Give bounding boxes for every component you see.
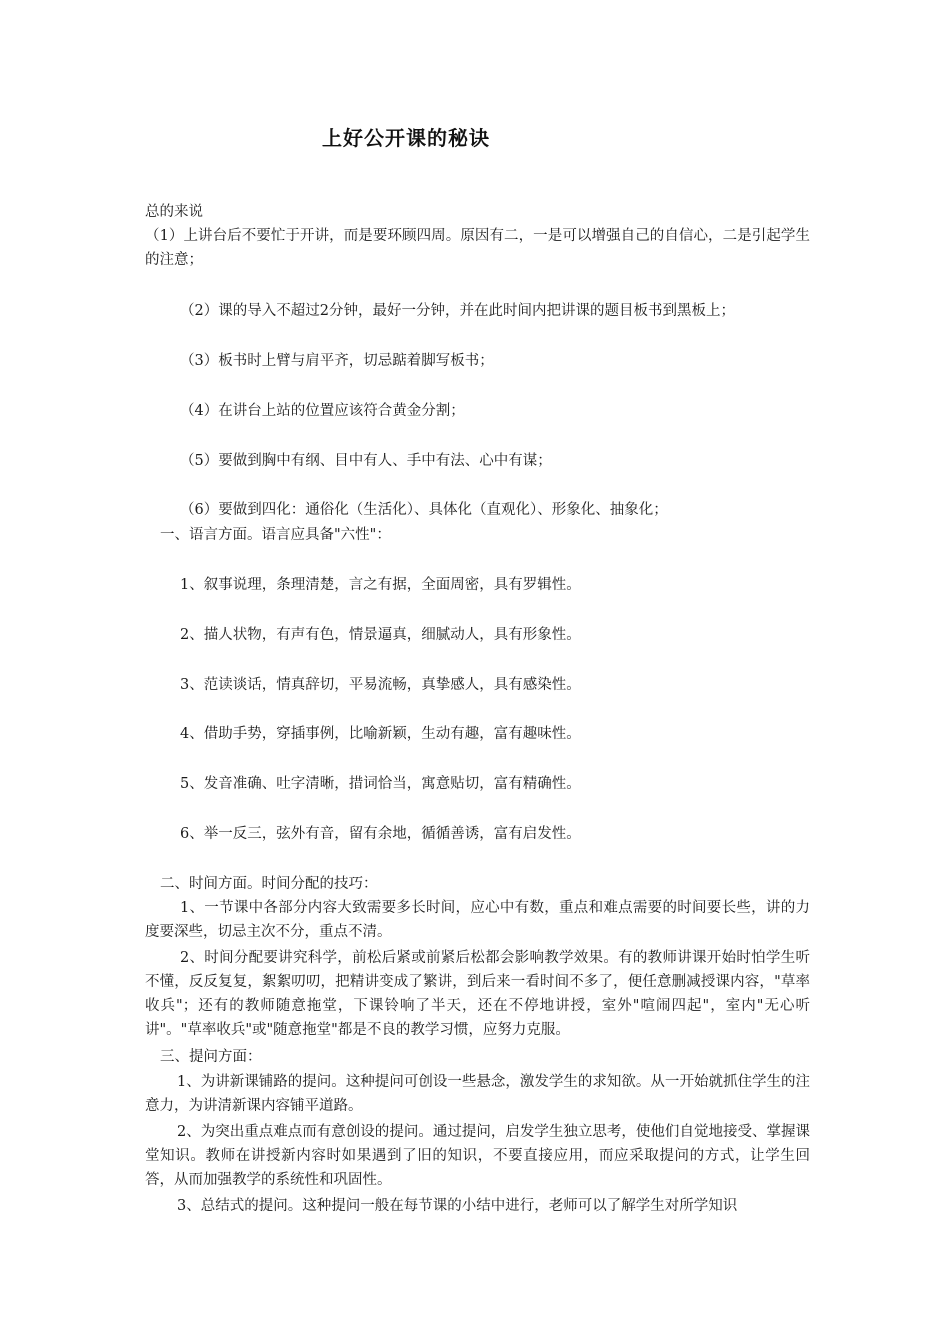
section2-item-1: 1、一节课中各部分内容大致需要多长时间，应心中有数，重点和难点需要的时间要长些，讲的力度要深些，切忌主次不分，重点不清。 (145, 900, 810, 940)
section3-heading: 三、提问方面： (160, 1049, 262, 1065)
summary-item-2: （2）课的导入不超过2分钟，最好一分钟，并在此时间内把讲课的题目板书到黑板上； (180, 303, 735, 319)
section1-heading: 一、语言方面。语言应具备"六性"： (160, 527, 391, 543)
section1-item-1: 1、叙事说理，条理清楚，言之有据，全面周密，具有罗辑性。 (180, 577, 581, 593)
summary-item-5: （5）要做到胸中有纲、目中有人、手中有法、心中有谋； (180, 453, 552, 469)
summary-heading: 总的来说 (145, 204, 203, 220)
summary-item-3: （3）板书时上臂与肩平齐，切忌踮着脚写板书； (180, 353, 494, 369)
section3-item-1: 1、为讲新课铺路的提问。这种提问可创设一些悬念，激发学生的求知欲。从一开始就抓住学生的注意力，为讲清新课内容铺平道路。 (145, 1074, 810, 1114)
section1-item-3: 3、范读谈话，情真辞切，平易流畅，真挚感人，具有感染性。 (180, 677, 581, 693)
summary-item-6: （6）要做到四化：通俗化（生活化）、具体化（直观化）、形象化、抽象化； (180, 502, 668, 518)
page-title: 上好公开课的秘诀 (322, 126, 490, 150)
section3-item-3: 3、总结式的提问。这种提问一般在每节课的小结中进行，老师可以了解学生对所学知识 (177, 1198, 738, 1214)
section1-item-4: 4、借助手势，穿插事例，比喻新颖，生动有趣，富有趣味性。 (180, 726, 581, 742)
summary-item-4: （4）在讲台上站的位置应该符合黄金分割； (180, 403, 465, 419)
section2-heading: 二、时间方面。时间分配的技巧： (160, 876, 378, 892)
section2-item-2: 2、时间分配要讲究科学，前松后紧或前紧后松都会影响教学效果。有的教师讲课开始时怕学生听不懂，反反复复，絮絮叨叨，把精讲变成了繁讲，到后来一看时间不多了，便任意删减授课内容，"草率收兵"；还有的教师随意拖堂，下课铃响了半天，还在不停地讲授，室外"喧闹四起"，室内"无心听讲"。"草率收兵"或"随意拖堂"都是不良的教学习惯，应努力克服。 (145, 950, 810, 1038)
section1-item-2: 2、描人状物，有声有色，情景逼真，细腻动人，具有形象性。 (180, 627, 581, 643)
section3-item-2: 2、为突出重点难点而有意创设的提问。通过提问，启发学生独立思考，使他们自觉地接受、掌握课堂知识。教师在讲授新内容时如果遇到了旧的知识，不要直接应用，而应采取提问的方式，让学生回答，从而加强教学的系统性和巩固性。 (145, 1124, 810, 1188)
section1-item-6: 6、举一反三，弦外有音，留有余地，循循善诱，富有启发性。 (180, 826, 581, 842)
section1-item-5: 5、发音准确、吐字清晰，措词恰当，寓意贴切，富有精确性。 (180, 776, 581, 792)
summary-item-1: （1）上讲台后不要忙于开讲，而是要环顾四周。原因有二，一是可以增强自己的自信心，二是引起学生的注意； (145, 228, 810, 268)
